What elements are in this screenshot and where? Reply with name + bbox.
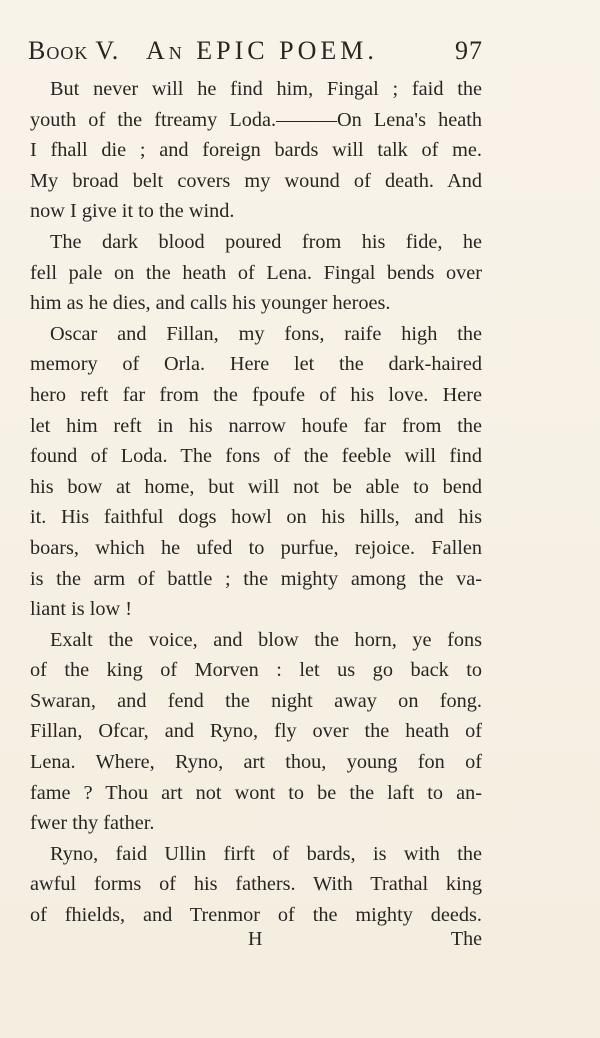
text-line: awful forms of his fathers. With Trathal king bbox=[30, 873, 482, 896]
text-line: fame ? Thou art not wont to be the laft to an- bbox=[30, 781, 482, 804]
text-line: it. His faithful dogs howl on his hills, and his bbox=[30, 506, 482, 529]
text-line: now I give it to the wind. bbox=[30, 200, 235, 223]
text-line: youth of the ftreamy Loda.———On Lena's heath bbox=[30, 108, 482, 131]
text-line: found of Loda. The fons of the feeble will find bbox=[30, 445, 482, 468]
running-title: An EPIC POEM. bbox=[146, 36, 378, 65]
text-line: I fhall die ; and foreign bards will talk of me. bbox=[30, 139, 482, 162]
text-line: Oscar and Fillan, my fons, raife high the bbox=[50, 322, 482, 345]
text-line: hero reft far from the fpoufe of his love. Here bbox=[30, 383, 482, 406]
text-line: of fhields, and Trenmor of the mighty deeds. bbox=[30, 904, 482, 927]
text-line: Lena. Where, Ryno, art thou, young fon of bbox=[30, 751, 482, 774]
signature-mark: H bbox=[248, 928, 263, 950]
text-line: But never will he find him, Fingal ; faid the bbox=[50, 78, 482, 100]
poem-text bbox=[30, 74, 482, 931]
text-line: memory of Orla. Here let the dark-haired bbox=[30, 353, 482, 376]
text-line: of the king of Morven : let us go back to bbox=[30, 659, 482, 682]
text-line: his bow at home, but will not be able to bend bbox=[30, 475, 482, 498]
text-line: fwer thy father. bbox=[30, 812, 155, 835]
text-line: is the arm of battle ; the mighty among the va- bbox=[30, 567, 482, 590]
text-line: liant is low ! bbox=[30, 598, 132, 621]
text-line: The dark blood poured from his fide, he bbox=[50, 230, 482, 253]
text-line: Swaran, and fend the night away on fong. bbox=[30, 689, 482, 712]
catchword: The bbox=[450, 928, 482, 950]
book-number: Book V. bbox=[28, 36, 120, 65]
page-footer bbox=[30, 928, 482, 958]
text-line: Fillan, Ofcar, and Ryno, fly over the heath of bbox=[30, 720, 482, 743]
text-line: boars, which he ufed to purfue, rejoice. Fallen bbox=[30, 536, 482, 559]
page-number: 97 bbox=[455, 36, 483, 65]
text-line: fell pale on the heath of Lena. Fingal bends over bbox=[30, 261, 482, 284]
text-line: Ryno, faid Ullin firft of bards, is with the bbox=[50, 842, 482, 865]
text-line: let him reft in his narrow houfe far from the bbox=[30, 414, 482, 437]
text-line: Exalt the voice, and blow the horn, ye fons bbox=[50, 628, 482, 651]
text-line: him as he dies, and calls his younger heroes. bbox=[30, 292, 391, 315]
running-header bbox=[28, 34, 488, 74]
text-line: My broad belt covers my wound of death. And bbox=[30, 169, 482, 192]
